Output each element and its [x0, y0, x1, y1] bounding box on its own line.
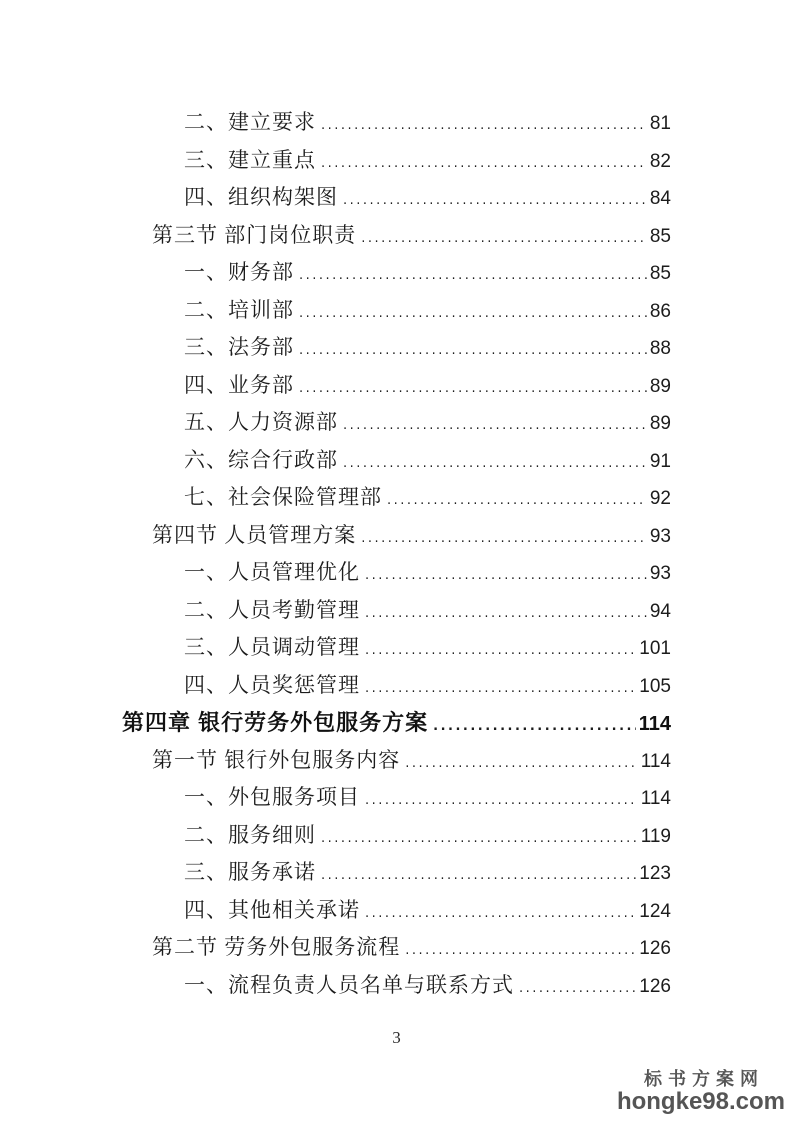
toc-entry-label: 二、服务细则 — [184, 822, 316, 847]
toc-leader-dots — [343, 407, 647, 445]
toc-entry[interactable] — [122, 779, 671, 817]
toc-entry-page-number: 124 — [639, 900, 671, 922]
toc-entry[interactable] — [122, 892, 671, 930]
toc-entry-label: 四、组织构架图 — [184, 185, 338, 209]
toc-entry[interactable] — [122, 179, 671, 217]
page-number: 3 — [392, 1028, 401, 1047]
toc-entry-label: 五、人力资源部 — [184, 410, 338, 434]
toc-entry-label: 四、人员奖惩管理 — [184, 672, 360, 697]
toc-entry-page-number: 85 — [649, 225, 671, 247]
toc-entry-label: 第四节 人员管理方案 — [152, 522, 357, 547]
toc-entry-page-number: 86 — [649, 300, 671, 322]
toc-entry[interactable] — [122, 854, 671, 892]
toc-entry[interactable] — [122, 967, 671, 1005]
toc-entry-label: 二、建立要求 — [184, 110, 316, 134]
toc-leader-dots — [299, 295, 647, 333]
toc-leader-dots — [321, 820, 638, 858]
toc-entry[interactable] — [122, 554, 671, 592]
toc-leader-dots — [365, 670, 636, 708]
toc-leader-dots — [361, 520, 647, 558]
toc-leader-dots — [365, 595, 647, 633]
toc-leader-dots — [299, 257, 647, 295]
toc-entry[interactable] — [122, 367, 671, 405]
toc-leader-dots — [433, 708, 636, 746]
toc-entry-page-number: 85 — [649, 263, 671, 284]
toc-entry-page-number: 101 — [639, 638, 671, 659]
toc-leader-dots — [365, 632, 636, 670]
toc-entry-page-number: 82 — [649, 150, 671, 172]
toc-entry-page-number: 81 — [649, 113, 671, 134]
toc-entry-label: 第一节 银行外包服务内容 — [152, 747, 401, 772]
toc-entry-label: 三、服务承诺 — [184, 860, 316, 884]
toc-entry-page-number: 114 — [638, 713, 671, 735]
toc-entry[interactable] — [122, 929, 671, 967]
toc-entry[interactable] — [122, 592, 671, 630]
toc-entry-page-number: 114 — [640, 788, 671, 809]
toc-entry-page-number: 84 — [649, 188, 671, 209]
toc-entry[interactable] — [122, 329, 671, 367]
toc-entry-page-number: 92 — [649, 488, 671, 509]
toc-leader-dots — [365, 895, 636, 933]
toc-entry[interactable] — [122, 629, 671, 667]
toc-entry-page-number: 126 — [639, 975, 671, 997]
toc-entry[interactable] — [122, 217, 671, 255]
toc-entry-page-number: 105 — [639, 675, 671, 697]
toc-entry-label: 第四章 银行劳务外包服务方案 — [122, 710, 429, 735]
toc-entry[interactable] — [122, 667, 671, 705]
toc-entry-label: 第三节 部门岗位职责 — [152, 222, 357, 247]
toc-entry[interactable] — [122, 742, 671, 780]
toc-entry-page-number: 94 — [649, 600, 671, 622]
toc-entry[interactable] — [122, 479, 671, 517]
toc-entry-label: 一、流程负责人员名单与联系方式 — [184, 972, 514, 997]
toc-leader-dots — [405, 932, 636, 970]
toc-entry-label: 三、人员调动管理 — [184, 635, 360, 659]
toc-entry-page-number: 93 — [649, 525, 671, 547]
toc-leader-dots — [321, 857, 636, 895]
toc-entry-page-number: 123 — [639, 863, 671, 884]
toc-leader-dots — [405, 745, 637, 783]
toc-leader-dots — [361, 220, 647, 258]
toc-leader-dots — [299, 332, 647, 370]
toc-leader-dots — [321, 145, 647, 183]
watermark — [617, 1069, 785, 1114]
toc-entry[interactable] — [122, 292, 671, 330]
toc-entry[interactable] — [122, 704, 671, 742]
toc-entry-label: 六、综合行政部 — [184, 447, 338, 472]
toc-entry-label: 四、其他相关承诺 — [184, 897, 360, 922]
toc-entry-label: 二、人员考勤管理 — [184, 597, 360, 622]
toc-leader-dots — [343, 182, 647, 220]
toc-entry-page-number: 89 — [649, 375, 671, 397]
toc-entry[interactable] — [122, 517, 671, 555]
toc-leader-dots — [519, 970, 636, 1008]
toc-leader-dots — [321, 107, 647, 145]
toc-entry-page-number: 89 — [649, 413, 671, 434]
toc-entry-page-number: 114 — [640, 750, 671, 772]
table-of-contents — [122, 104, 671, 1004]
toc-entry-label: 七、社会保险管理部 — [184, 485, 382, 509]
toc-entry-label: 二、培训部 — [184, 297, 294, 322]
toc-entry[interactable] — [122, 442, 671, 480]
toc-leader-dots — [365, 557, 647, 595]
toc-entry[interactable] — [122, 404, 671, 442]
toc-entry-page-number: 126 — [639, 938, 671, 959]
toc-entry-label: 第二节 劳务外包服务流程 — [152, 935, 401, 959]
toc-entry-label: 三、法务部 — [184, 335, 294, 359]
toc-entry[interactable] — [122, 142, 671, 180]
toc-entry[interactable] — [122, 254, 671, 292]
toc-entry[interactable] — [122, 817, 671, 855]
toc-entry-label: 一、人员管理优化 — [184, 560, 360, 584]
toc-leader-dots — [365, 782, 638, 820]
toc-entry-label: 三、建立重点 — [184, 147, 316, 172]
watermark-site-url: hongke98.com — [616, 1088, 785, 1115]
toc-entry-label: 四、业务部 — [184, 372, 294, 397]
toc-leader-dots — [299, 370, 647, 408]
toc-entry-page-number: 88 — [649, 338, 671, 359]
toc-leader-dots — [387, 482, 647, 520]
toc-entry-page-number: 91 — [649, 450, 671, 472]
toc-entry-label: 一、财务部 — [184, 260, 294, 284]
toc-entry-label: 一、外包服务项目 — [184, 785, 360, 809]
watermark-site-name: 标书方案网 — [643, 1069, 764, 1089]
toc-leader-dots — [343, 445, 647, 483]
toc-entry-page-number: 93 — [649, 563, 671, 584]
toc-entry-page-number: 119 — [640, 825, 671, 847]
toc-entry[interactable] — [122, 104, 671, 142]
